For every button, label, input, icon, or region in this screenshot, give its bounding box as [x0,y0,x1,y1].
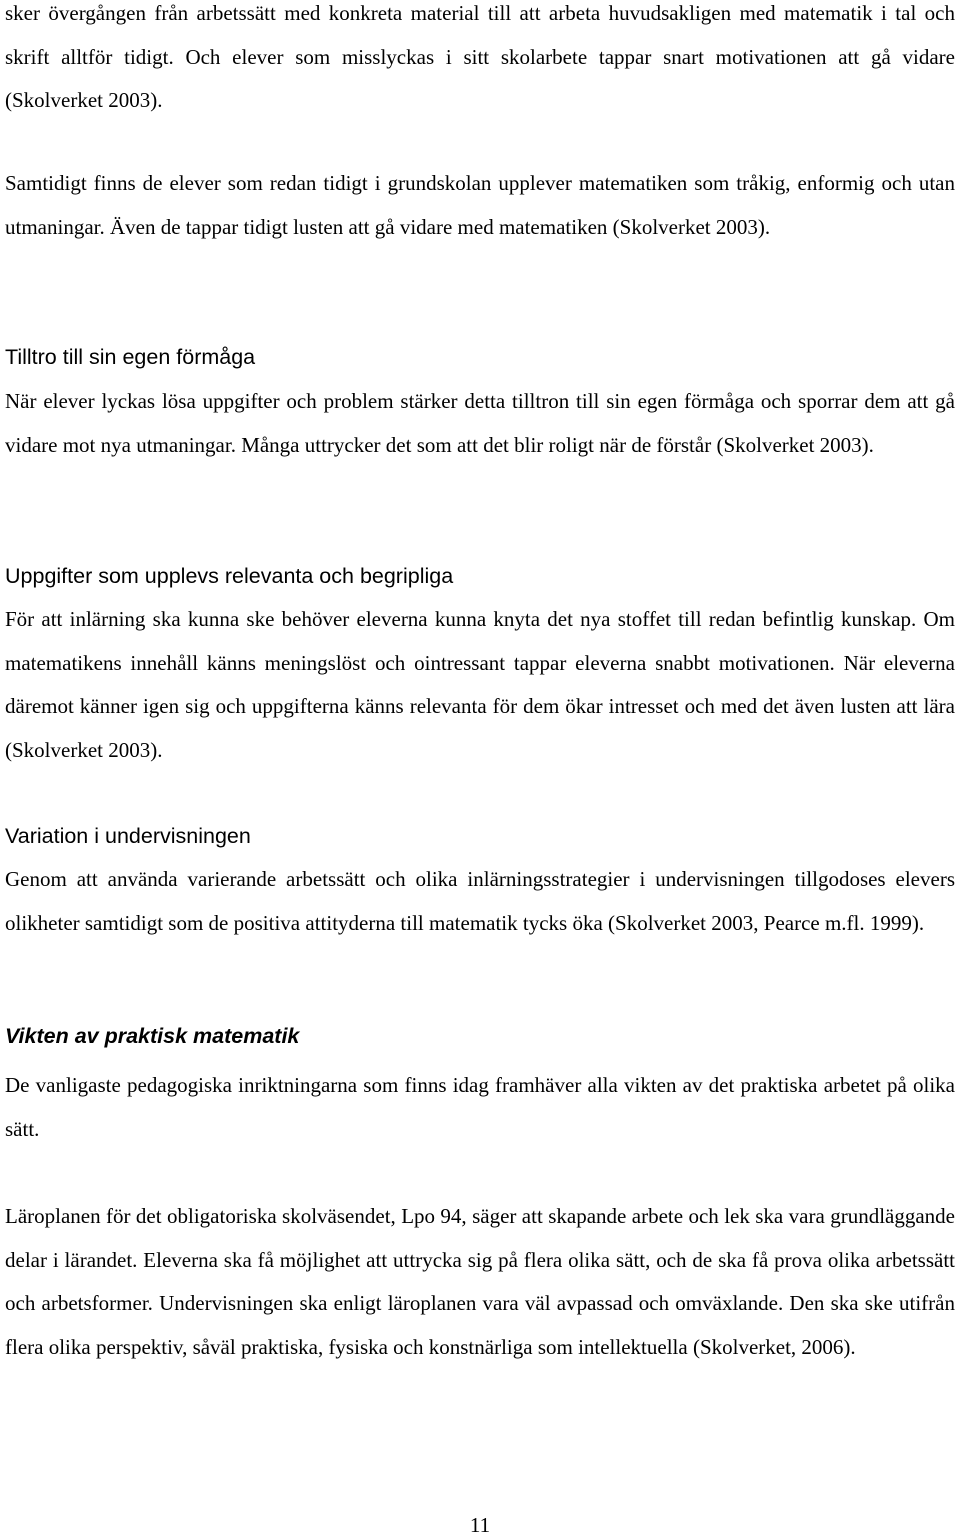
heading-self-confidence: Tilltro till sin egen förmåga [5,345,256,369]
heading-variation: Variation i undervisningen [5,824,251,848]
paragraph-variation: Genom att använda varierande arbetssätt och olika inlärningsstrategier i undervisningen tillgodoses elevers olikheter samtidigt som de positiva attityderna till matematik tycks öka (Skolverket 2003, Pearce m.fl. 1999). [5,867,955,935]
paragraph-motivation: sker övergången från arbetssätt med konkreta material till att arbeta huvudsakligen med matematik i tal och skrift alltför tidigt. Och elever som misslyckas i sitt skolarbete tappar snart motivationen att gå vidare (Skolverket 2003). [5,1,955,113]
paragraph-self-confidence: När elever lyckas lösa uppgifter och problem stärker detta tilltron till sin egen förmåga och sporrar dem att gå vidare mot nya utmaningar. Många uttrycker det som att det blir roligt när de förstår (Skolverket 2003). [5,389,955,457]
paragraph-curriculum: Läroplanen för det obligatoriska skolväsendet, Lpo 94, säger att skapande arbete och lek ska vara grundläggande delar i lärandet. Eleverna ska få möjlighet att uttrycka sig på flera olika sätt, och de ska få prova olika arbetssätt och arbetsformer. Undervisningen ska enligt läroplanen vara väl avpassad och omväxlande. Den ska ske utifrån flera olika perspektiv, såväl praktiska, fysiska och konstnärliga som intellektuella (Skolverket, 2006). [5,1204,955,1359]
paragraph-pedagogy: De vanligaste pedagogiska inriktningarna som finns idag framhäver alla vikten av det praktiska arbetet på olika sätt. [5,1073,955,1141]
paragraph-relevant-tasks: För att inlärning ska kunna ske behöver eleverna kunna knyta det nya stoffet till redan befintlig kunskap. Om matematikens innehåll känns meningslöst och ointressant tappar eleverna snabbt motivationen. När eleverna däremot känner igen sig och uppgifterna känns relevanta för dem ökar intresset och med det även lusten att lära (Skolverket 2003). [5,607,955,762]
paragraph-boredom: Samtidigt finns de elever som redan tidigt i grundskolan upplever matematiken som tråkig, enformig och utan utmaningar. Även de tappar tidigt lusten att gå vidare med matematiken (Skolverket 2003). [5,171,955,239]
heading-relevant-tasks: Uppgifter som upplevs relevanta och begripliga [5,564,454,588]
page-number: 11 [469,1513,491,1537]
heading-practical-math: Vikten av praktisk matematik [5,1024,300,1048]
